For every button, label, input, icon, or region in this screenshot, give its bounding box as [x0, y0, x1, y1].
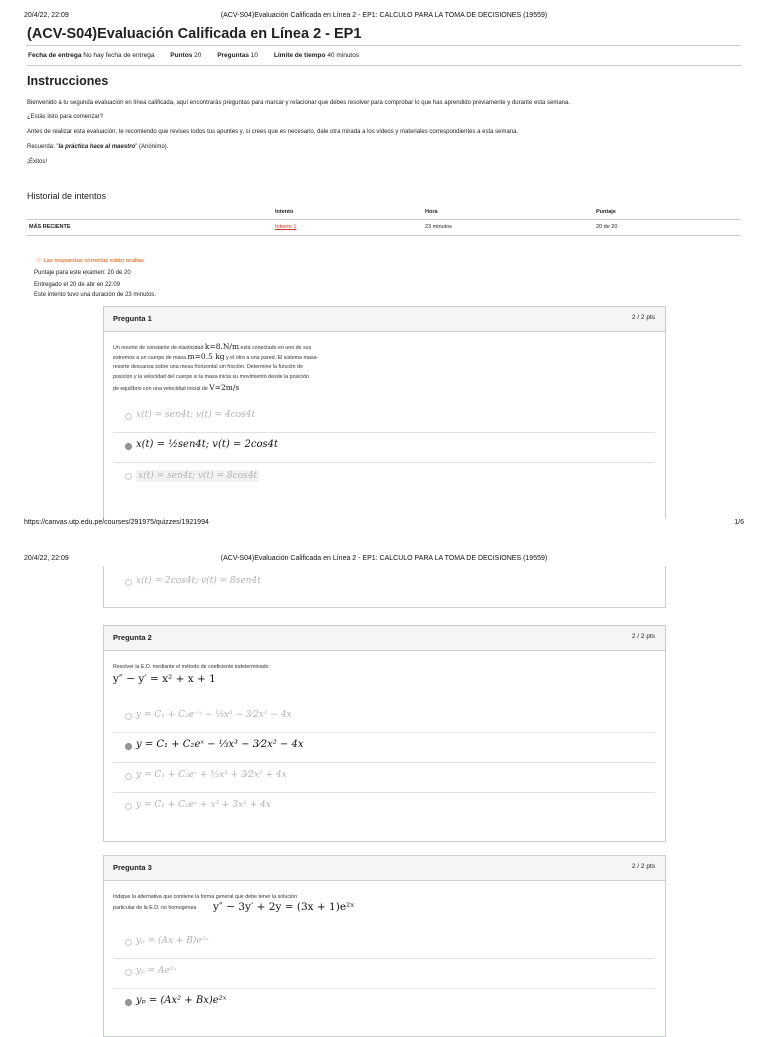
question-header	[104, 856, 665, 881]
instructions-paragraph: ¡Éxitos!	[27, 159, 48, 165]
print-date: 20/4/22, 22:09	[24, 555, 69, 562]
question-text: extremos a un cuerpo de masa m=0.5 kg y el otro a una pared. El sistema masa-	[113, 352, 319, 361]
question-text: Indique la alternativa que contiene la forma general que debe tener la solución	[113, 894, 298, 900]
answer-text: y = C₁ + C₂eˣ − ⅓x³ − 3⁄2x² − 4x	[136, 739, 304, 750]
answer-text: x(t) = sen4t; v(t) = 8cos4t	[138, 471, 258, 481]
radio-button-selected[interactable]	[125, 743, 132, 750]
attempt-link[interactable]: Intento 1	[275, 224, 297, 230]
hidden-answers-notice: ⓘ Las respuestas correctas están ocultas.	[36, 258, 146, 264]
print-date: 20/4/22, 22:09	[24, 12, 69, 19]
question-equation: y″ − 3y′ + 2y = (3x + 1)e²ˣ	[213, 901, 355, 913]
question-title: Pregunta 3	[113, 863, 152, 872]
question-card-1-continued	[103, 566, 666, 608]
answer-option[interactable]	[113, 762, 655, 793]
answer-text: yₚ = Ae²ˣ	[136, 966, 177, 976]
row-label: MÁS RECIENTE	[29, 224, 71, 230]
question-text: Resolver la E.D. mediante el método de coeficiente indeterminado:	[113, 664, 270, 670]
question-text: de equilibrio con una velocidad inicial de V=2m/s	[113, 383, 240, 392]
history-heading: Historial de intentos	[27, 191, 107, 201]
question-points: 2 / 2 pts	[631, 633, 655, 640]
question-text: posición y la velocidad del cuerpo si la masa inicia su movimiento desde la posición	[113, 374, 310, 380]
answer-option[interactable]	[113, 462, 655, 492]
instructions-heading: Instrucciones	[27, 74, 109, 88]
question-title: Pregunta 2	[113, 633, 152, 642]
question-card-2	[103, 625, 666, 842]
radio-button-selected[interactable]	[125, 999, 132, 1006]
print-url: https://canvas.utp.edu.pe/courses/291975/quizzes/1921994	[24, 519, 209, 526]
print-doc-title: (ACV-S04)Evaluación Calificada en Línea 2 - EP1: CALCULO PARA LA TOMA DE DECISIONES (19559)	[220, 12, 548, 19]
radio-button[interactable]	[125, 803, 132, 810]
answer-option[interactable]	[113, 928, 655, 959]
question-points: 2 / 2 pts	[631, 314, 655, 321]
question-points: 2 / 2 pts	[631, 863, 655, 870]
question-text: Un resorte de constante de elasticidad k=8.N/m está conectado en uno de sus	[113, 342, 312, 351]
answer-text: yₚ = (Ax + B)e²ˣ	[136, 936, 209, 946]
quiz-meta: Fecha de entrega No hay fecha de entrega Puntos 20 Preguntas 10 Límite de tiempo 40 minutos	[28, 52, 360, 59]
radio-button[interactable]	[125, 773, 132, 780]
answer-option[interactable]	[113, 568, 655, 598]
radio-button[interactable]	[125, 579, 132, 586]
answer-text: x(t) = ½sen4t; v(t) = 2cos4t	[136, 439, 279, 450]
answer-text: yₚ = (Ax² + Bx)e²ˣ	[136, 995, 227, 1006]
instructions-paragraph: Antes de realizar esta evaluación, te recomiendo que revises todos tus apuntes y, si crees que es necesario, dale otra mirada a los videos y materiales correspondientes a esta semana.	[27, 129, 519, 135]
duration-line: Este intento tuvo una duración de 23 minutos.	[34, 292, 157, 298]
answer-option-selected[interactable]	[113, 988, 655, 1018]
column-header: Intento	[275, 209, 294, 215]
answer-text: y = C₁ + C₂eˣ + ⅓x³ + 3⁄2x² + 4x	[136, 770, 287, 780]
answer-option[interactable]	[113, 702, 655, 733]
score-line: Puntaje para este examen: 20 de 20	[34, 270, 131, 276]
radio-button[interactable]	[125, 713, 132, 720]
attempt-score: 20 de 20	[596, 224, 618, 230]
column-header: Hora	[425, 209, 438, 215]
question-text: particular de la E.D. no homogénea	[113, 905, 197, 911]
divider	[26, 65, 741, 66]
page-title: (ACV-S04)Evaluación Calificada en Línea 2 - EP1	[27, 26, 362, 42]
print-page-number: 1/6	[734, 519, 744, 526]
answer-text: x(t) = 2cos4t; v(t) = 8sen4t	[136, 576, 261, 586]
answer-text: x(t) = sen4t; v(t) = 4cos4t	[136, 410, 256, 420]
history-table	[26, 205, 741, 236]
instructions-quote: Recuerda: "la práctica hace al maestro" (Anónimo).	[27, 144, 169, 150]
answer-option-selected[interactable]	[113, 432, 655, 463]
question-card-1	[103, 306, 666, 519]
instructions-paragraph: ¿Estás listo para comenzar?	[27, 114, 104, 120]
answer-text: y = C₁ + C₂e⁻ˣ − ⅓x³ − 3⁄2x² − 4x	[136, 710, 292, 720]
column-header: Puntaje	[596, 209, 616, 215]
answer-option[interactable]	[113, 958, 655, 989]
question-equation: y″ − y′ = x² + x + 1	[113, 673, 216, 685]
radio-button[interactable]	[125, 413, 132, 420]
radio-button[interactable]	[125, 473, 132, 480]
question-header	[104, 307, 665, 332]
question-header	[104, 626, 665, 651]
question-text: resorte descansa sobre una mesa horizontal sin fricción. Determine la función de	[113, 364, 303, 370]
radio-button-selected[interactable]	[125, 443, 132, 450]
answer-option[interactable]	[113, 792, 655, 822]
attempt-time: 23 minutos	[425, 224, 452, 230]
instructions-paragraph: Bienvenido a tu segunda evaluación en línea calificada, aquí encontrarás preguntas para marcar y relacionar que debes resolver para comprobar lo que has aprendido previamente y durante esta semana.	[27, 100, 571, 106]
table-row	[26, 220, 741, 236]
question-card-3	[103, 855, 666, 1037]
question-title: Pregunta 1	[113, 314, 152, 323]
print-doc-title: (ACV-S04)Evaluación Calificada en Línea 2 - EP1: CALCULO PARA LA TOMA DE DECISIONES (19559)	[220, 555, 548, 562]
radio-button[interactable]	[125, 939, 132, 946]
answer-text: y = C₁ + C₂eˣ + x³ + 3x² + 4x	[136, 800, 271, 810]
radio-button[interactable]	[125, 969, 132, 976]
answer-option[interactable]	[113, 402, 655, 433]
table-header	[26, 205, 741, 220]
answer-option-selected[interactable]	[113, 732, 655, 763]
submitted-line: Entregado el 20 de abr en 22:09	[34, 282, 121, 288]
divider	[26, 45, 741, 46]
